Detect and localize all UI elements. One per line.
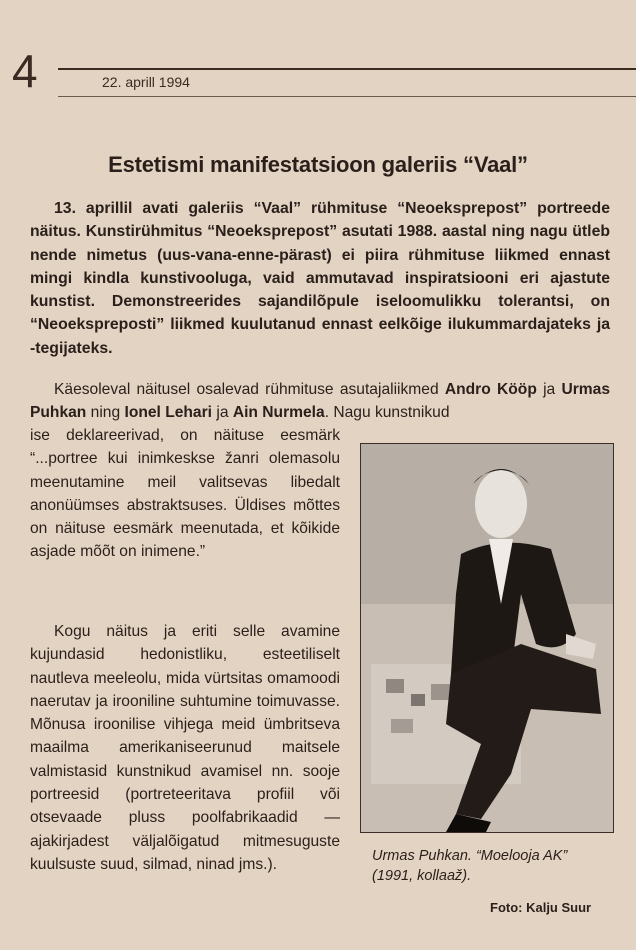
issue-date: 22. aprill 1994	[102, 74, 190, 90]
header-rule-bottom	[58, 96, 636, 97]
photo-caption: Urmas Puhkan. “Moelooja AK” (1991, kollaaž).	[372, 848, 568, 884]
p2-text-4: ja	[212, 404, 233, 422]
article-headline: Estetismi manifestatsioon galeriis “Vaal”	[108, 152, 528, 177]
header-rule-top	[58, 68, 636, 70]
artist-name-1: Andro Kööp	[444, 381, 537, 398]
p2-text-1: Käesoleval näitusel osalevad rühmituse asutajaliikmed	[54, 381, 445, 398]
artist-name-4: Ain Nurmela	[232, 404, 325, 422]
p2-text-3: ning	[86, 404, 125, 422]
page-number: 4	[12, 45, 38, 97]
article-lead: 13. aprillil avati galeriis “Vaal” rühmituse “Neoeksprepost” portreede näitus. Kunstirühmitus “Neoeksprepost” asutati 1988. aastal ning nagu ütleb nende nimetus (uus-vana-enne-pärast) ei piira rühmituse liikmed ennast mingi kindla kunstivooluga, vaid ammutavad inspiratsiooni eri ajastute kunstist. Demonstreerides sajandilõpule iseloomulikku tolerantsi, on “Neoekspreposti” liikmed kuulutanud ennast eelkõige ilukummardajateks ja -tegijateks.	[30, 200, 610, 357]
artist-name-2: Urmas Puhkan	[30, 381, 610, 422]
artist-name-3: Ionel Lehari	[124, 404, 213, 422]
p2-text-5: . Nagu kunstnikud	[324, 404, 450, 422]
portrait-illustration	[361, 444, 613, 832]
photo-credit: Foto: Kalju Suur	[490, 900, 592, 915]
artwork-photo	[360, 443, 614, 833]
article-paragraph-3: Kogu näitus ja eriti selle avamine kujundasid hedonistliku, esteetiliselt nautleva meeleolu, mida vürtsitas omamoodi naerutav ja irooniline suhtumine toimuvasse. Mõnusa iroonilise vihjega meid ümbritseva maailma amerikaniseerunud maitsele valmistasid kunstnikud avamisel nn. sooje portreesid (portreteeritava profiil või otsevaade pluss poolfabrikaadid — ajakirjadest väljalõigatud mitmesuguste kuulsuste suud, silmad, ninad jms.).	[30, 623, 340, 873]
article-paragraph-2	[30, 378, 610, 425]
article-paragraph-2-continued: ise deklareerivad, on näituse eesmärk “...portree kui inimkeskse žanri olemasolu meenutamine meil valitsevas libedalt anonüümses abstraktsuses. Üldises mõttes on näituse eesmärk meenutada, et kõikide asjade mõõt on inimene.”	[30, 427, 340, 561]
p2-text-2: ja	[536, 381, 562, 398]
